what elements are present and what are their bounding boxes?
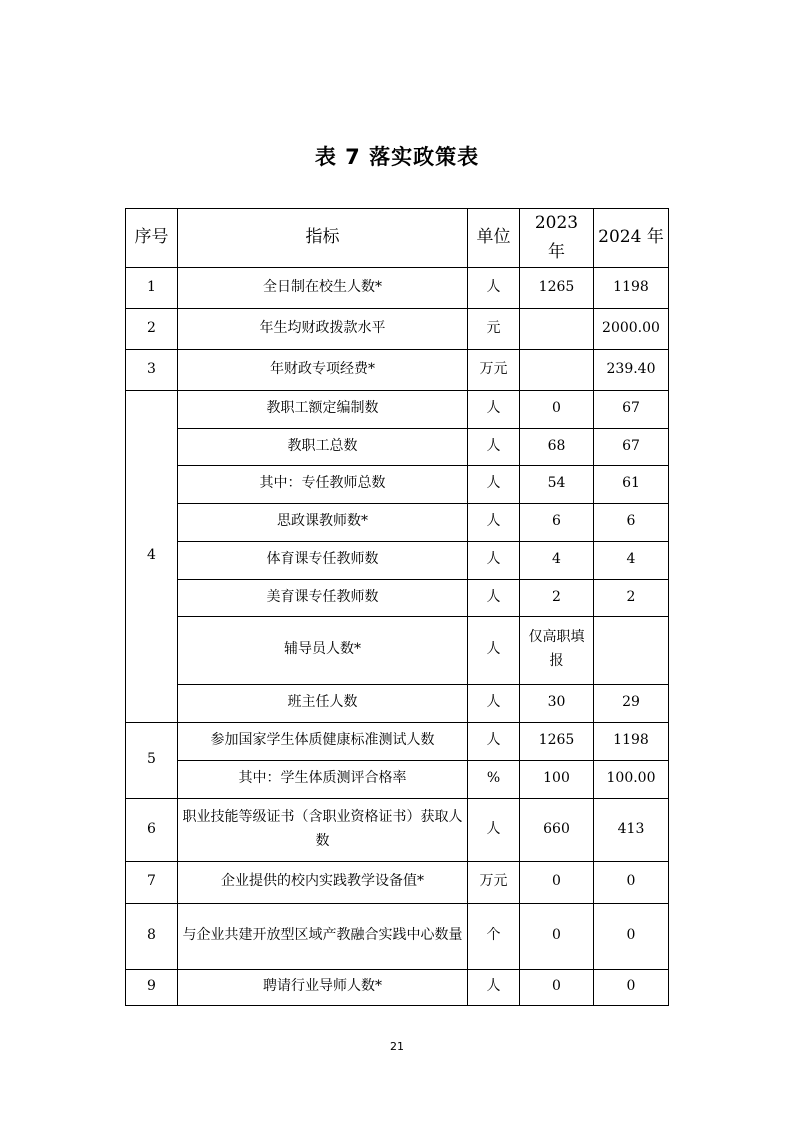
value-2023-cell: 仅高职填报 [520, 616, 594, 684]
indicator-cell: 参加国家学生体质健康标准测试人数 [178, 722, 468, 760]
value-2024-cell: 413 [594, 798, 669, 861]
value-2024-cell: 61 [594, 465, 669, 503]
unit-cell: 元 [468, 308, 520, 349]
table-row [126, 428, 669, 465]
table-row [126, 684, 669, 722]
indicator-cell: 教职工总数 [178, 428, 468, 465]
index-cell: 7 [126, 861, 178, 903]
value-2024-cell: 4 [594, 541, 669, 579]
index-cell: 1 [126, 267, 178, 308]
indicator-cell: 辅导员人数* [178, 616, 468, 684]
unit-cell: 人 [468, 969, 520, 1005]
unit-cell: 人 [468, 428, 520, 465]
value-2023-cell: 0 [520, 903, 594, 969]
table-body [126, 267, 669, 1005]
unit-cell: 人 [468, 390, 520, 428]
unit-cell: 人 [468, 616, 520, 684]
value-2024-cell: 1198 [594, 267, 669, 308]
unit-cell: % [468, 760, 520, 798]
value-2023-cell: 100 [520, 760, 594, 798]
unit-cell: 人 [468, 503, 520, 541]
value-2024-cell: 6 [594, 503, 669, 541]
index-cell: 8 [126, 903, 178, 969]
table-row [126, 798, 669, 861]
value-2024-cell: 29 [594, 684, 669, 722]
indicator-cell: 聘请行业导师人数* [178, 969, 468, 1005]
indicator-cell: 教职工额定编制数 [178, 390, 468, 428]
unit-cell: 人 [468, 267, 520, 308]
unit-cell: 人 [468, 684, 520, 722]
table-row [126, 722, 669, 760]
value-2024-cell: 67 [594, 428, 669, 465]
indicator-cell: 班主任人数 [178, 684, 468, 722]
value-2024-cell: 0 [594, 969, 669, 1005]
indicator-cell: 其中：学生体质测评合格率 [178, 760, 468, 798]
unit-cell: 人 [468, 722, 520, 760]
table-row [126, 541, 669, 579]
table-row [126, 465, 669, 503]
header-indicator: 指标 [178, 209, 468, 268]
value-2023-cell [520, 349, 594, 390]
value-2024-cell: 100.00 [594, 760, 669, 798]
indicator-cell: 思政课教师数* [178, 503, 468, 541]
index-cell: 5 [126, 722, 178, 798]
table-row [126, 579, 669, 616]
value-2024-cell: 2 [594, 579, 669, 616]
value-2023-cell: 30 [520, 684, 594, 722]
indicator-cell: 美育课专任教师数 [178, 579, 468, 616]
header-2023: 2023 年 [520, 209, 594, 268]
unit-cell: 人 [468, 541, 520, 579]
value-2023-cell: 6 [520, 503, 594, 541]
indicator-cell: 年财政专项经费* [178, 349, 468, 390]
table-row [126, 903, 669, 969]
table-row [126, 861, 669, 903]
index-cell: 9 [126, 969, 178, 1005]
table-row [126, 503, 669, 541]
value-2023-cell: 54 [520, 465, 594, 503]
value-2024-cell [594, 616, 669, 684]
indicator-cell: 年生均财政拨款水平 [178, 308, 468, 349]
index-cell: 2 [126, 308, 178, 349]
header-2024: 2024 年 [594, 209, 669, 268]
table-row [126, 760, 669, 798]
page-number: 21 [390, 1040, 404, 1053]
value-2023-cell: 2 [520, 579, 594, 616]
policy-table [125, 208, 669, 1006]
indicator-cell: 职业技能等级证书（含职业资格证书）获取人数 [178, 798, 468, 861]
value-2024-cell: 0 [594, 903, 669, 969]
table-row [126, 969, 669, 1005]
index-cell: 6 [126, 798, 178, 861]
indicator-cell: 企业提供的校内实践教学设备值* [178, 861, 468, 903]
value-2023-cell: 0 [520, 969, 594, 1005]
value-2023-cell: 0 [520, 390, 594, 428]
indicator-cell: 其中：专任教师总数 [178, 465, 468, 503]
value-2023-cell: 4 [520, 541, 594, 579]
unit-cell: 人 [468, 798, 520, 861]
unit-cell: 人 [468, 579, 520, 616]
index-cell: 3 [126, 349, 178, 390]
value-2024-cell: 67 [594, 390, 669, 428]
value-2024-cell: 2000.00 [594, 308, 669, 349]
indicator-cell: 与企业共建开放型区域产教融合实践中心数量 [178, 903, 468, 969]
value-2024-cell: 239.40 [594, 349, 669, 390]
table-row [126, 349, 669, 390]
table-title: 表 7 落实政策表 [314, 145, 480, 169]
value-2023-cell: 660 [520, 798, 594, 861]
value-2023-cell [520, 308, 594, 349]
table-row [126, 616, 669, 684]
unit-cell: 个 [468, 903, 520, 969]
value-2024-cell: 0 [594, 861, 669, 903]
table-row [126, 390, 669, 428]
header-unit: 单位 [468, 209, 520, 268]
table-row [126, 308, 669, 349]
table-row [126, 267, 669, 308]
value-2023-cell: 1265 [520, 722, 594, 760]
unit-cell: 万元 [468, 349, 520, 390]
indicator-cell: 全日制在校生人数* [178, 267, 468, 308]
value-2023-cell: 1265 [520, 267, 594, 308]
index-cell: 4 [126, 390, 178, 722]
unit-cell: 人 [468, 465, 520, 503]
header-row [126, 209, 669, 268]
value-2024-cell: 1198 [594, 722, 669, 760]
header-index: 序号 [126, 209, 178, 268]
indicator-cell: 体育课专任教师数 [178, 541, 468, 579]
unit-cell: 万元 [468, 861, 520, 903]
value-2023-cell: 0 [520, 861, 594, 903]
value-2023-cell: 68 [520, 428, 594, 465]
